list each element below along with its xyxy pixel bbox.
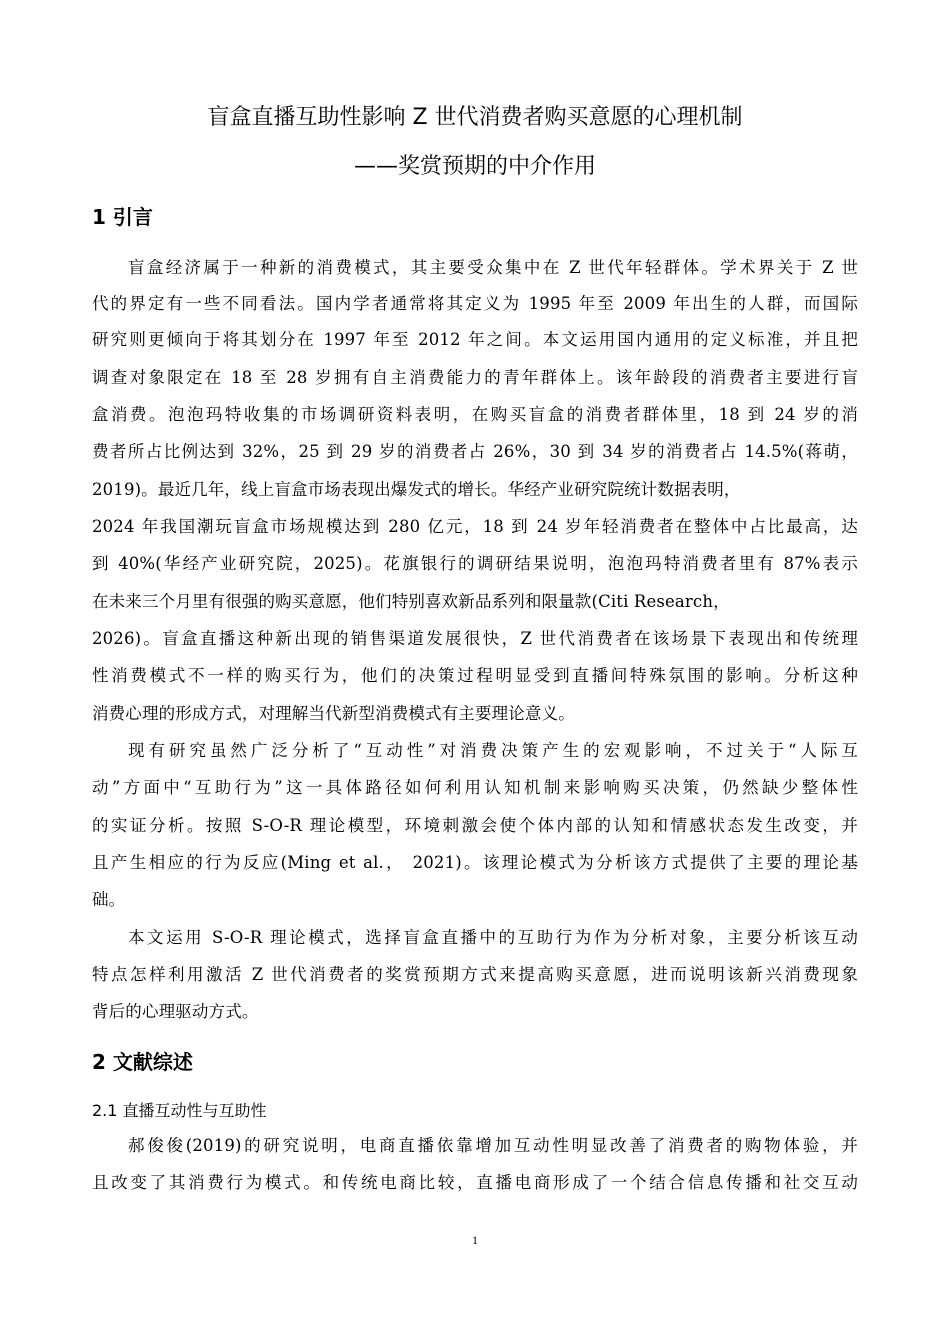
paragraph-line: 研究则更倾向于将其划分在 1997 年至 2012 年之间。本文运用国内通用的定义标准，并且把 xyxy=(92,330,858,349)
paragraph-line: 本文运用 S-O-R 理论模式，选择盲盒直播中的互助行为作为分析对象，主要分析该互动 xyxy=(128,928,858,947)
paper-title: 盲盒直播互助性影响 Z 世代消费者购买意愿的心理机制 xyxy=(207,105,743,130)
paragraph-line: 且产生相应的行为反应(Ming et al.， 2021)。该理论模式为分析该方式提供了主要的理论基 xyxy=(92,853,858,872)
paragraph-line: 现有研究虽然广泛分析了“互动性”对消费决策产生的宏观影响，不过关于“人际互 xyxy=(128,741,858,760)
paragraph-line: 特点怎样利用激活 Z 世代消费者的奖赏预期方式来提高购买意愿，进而说明该新兴消费现象 xyxy=(92,965,858,984)
paragraph-line: 盲盒经济属于一种新的消费模式，其主要受众集中在 Z 世代年轻群体。学术界关于 Z 世 xyxy=(128,258,858,277)
paragraph-line: 的实证分析。按照 S-O-R 理论模型，环境刺激会使个体内部的认知和情感状态发生改变，并 xyxy=(92,816,858,835)
paragraph-line: 调查对象限定在 18 至 28 岁拥有自主消费能力的青年群体上。该年龄段的消费者主要进行盲 xyxy=(92,368,858,387)
paragraph-line: 动”方面中“互助行为”这一具体路径如何利用认知机制来影响购买决策，仍然缺少整体性 xyxy=(92,778,858,797)
paragraph-line: 到 40%(华经产业研究院，2025)。花旗银行的调研结果说明，泡泡玛特消费者里有 87%表示 xyxy=(92,554,858,573)
paragraph-line: 费者所占比例达到 32%，25 到 29 岁的消费者占 26%，30 到 34 岁的消费者占 14.5%(蒋萌， xyxy=(92,442,858,461)
paper-subtitle: ——奖赏预期的中介作用 xyxy=(353,154,596,179)
paragraph-line: 背后的心理驱动方式。 xyxy=(92,1002,259,1021)
paragraph-line: 2019)。最近几年，线上盲盒市场表现出爆发式的增长。华经产业研究院统计数据表明， xyxy=(92,480,741,499)
page-number: 1 xyxy=(472,1233,478,1247)
paragraph-line: 2026)。盲盒直播这种新出现的销售渠道发展很快，Z 世代消费者在该场景下表现出和传统理 xyxy=(92,629,858,648)
paragraph-line: 性消费模式不一样的购买行为，他们的决策过程明显受到直播间特殊氛围的影响。分析这种 xyxy=(92,666,858,685)
paragraph-line: 盒消费。泡泡玛特收集的市场调研资料表明，在购买盲盒的消费者群体里，18 到 24 岁的消 xyxy=(92,405,858,424)
paragraph-line: 消费心理的形成方式，对理解当代新型消费模式有主要理论意义。 xyxy=(92,704,575,723)
section-2-heading: 2 文献综述 xyxy=(92,1050,193,1074)
paragraph-line: 代的界定有一些不同看法。国内学者通常将其定义为 1995 年至 2009 年出生的人群，而国际 xyxy=(92,294,858,313)
section-1-heading: 1 引言 xyxy=(92,205,153,229)
paragraph-line: 郝俊俊(2019)的研究说明，电商直播依靠增加互动性明显改善了消费者的购物体验，并 xyxy=(128,1136,858,1155)
paragraph-line: 在未来三个月里有很强的购买意愿，他们特别喜欢新品系列和限量款(Citi Research， xyxy=(92,592,730,611)
subsection-2-1-heading: 2.1 直播互动性与互助性 xyxy=(92,1101,267,1120)
paragraph-line: 且改变了其消费行为模式。和传统电商比较，直播电商形成了一个结合信息传播和社交互动 xyxy=(92,1173,858,1192)
paragraph-line: 础。 xyxy=(92,890,126,909)
paragraph-line: 2024 年我国潮玩盲盒市场规模达到 280 亿元，18 到 24 岁年轻消费者在整体中占比最高，达 xyxy=(92,517,858,536)
